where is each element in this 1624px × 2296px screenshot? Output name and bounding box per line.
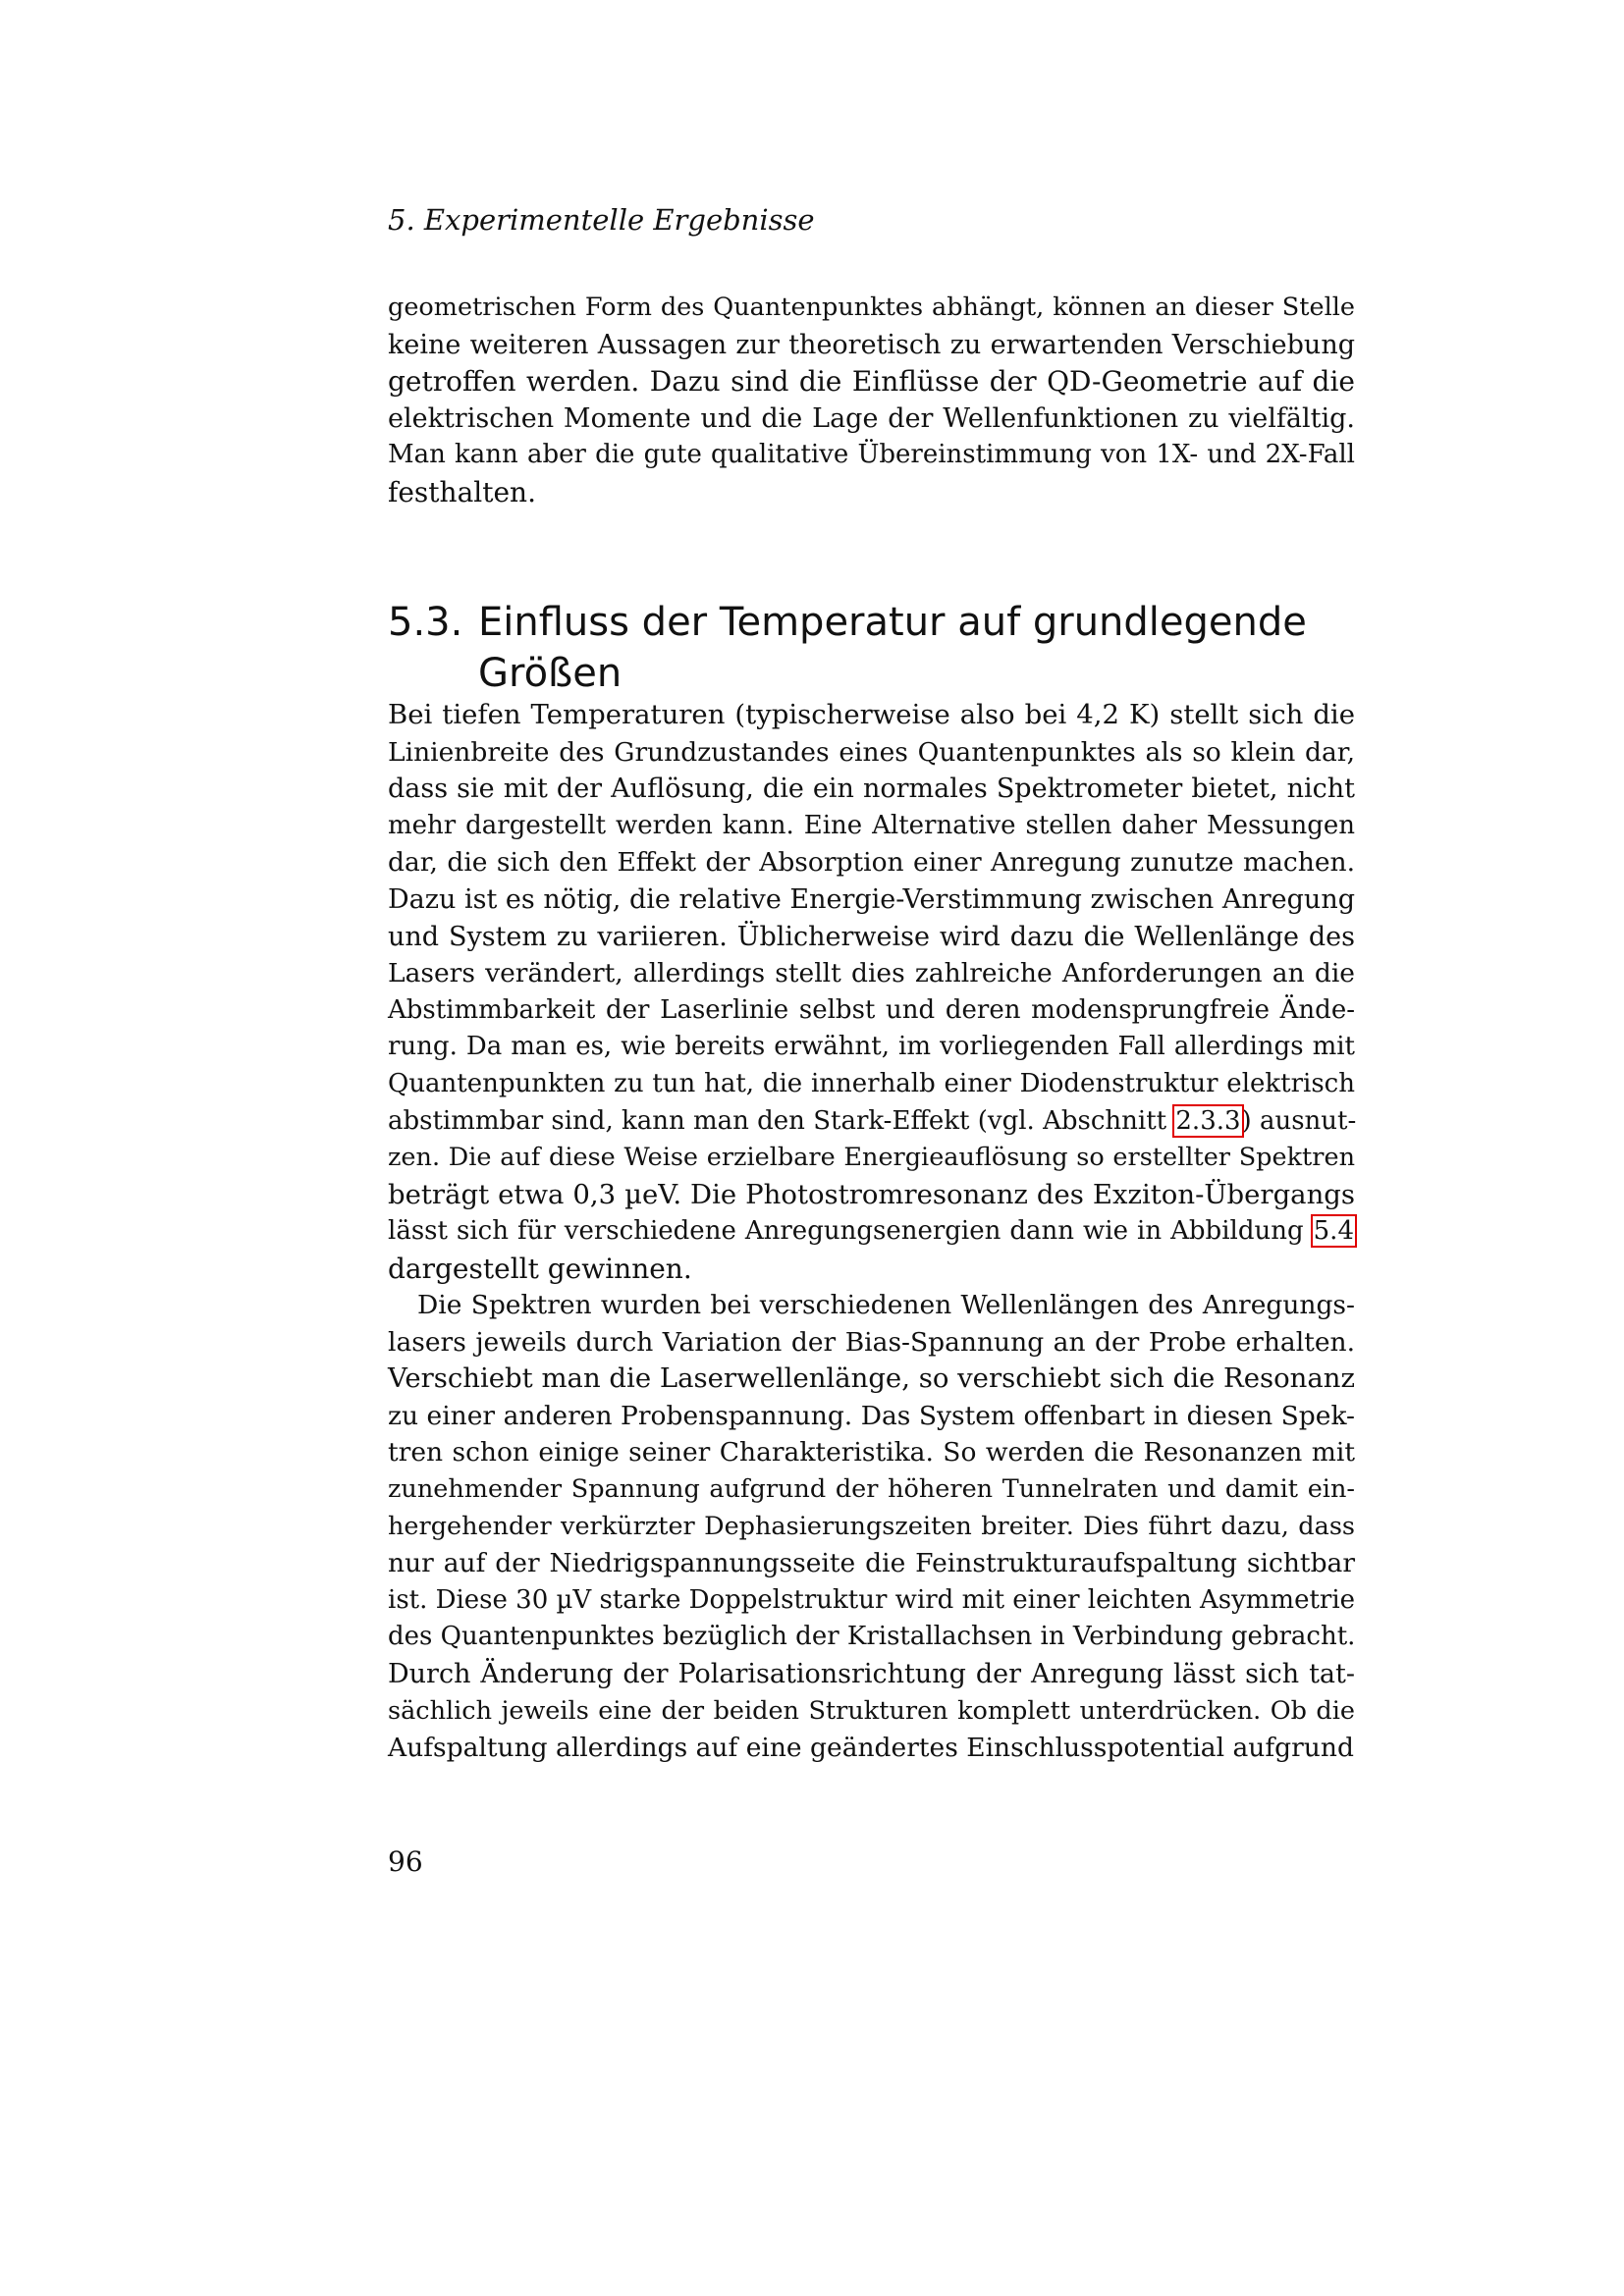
text-line: Bei tiefen Temperaturen (typischerweise also bei 4,2 K) stellt sich die bbox=[388, 699, 1355, 730]
text-line: rung. Da man es, wie bereits erwähnt, im vorliegenden Fall allerdings mit bbox=[388, 1032, 1355, 1062]
text-line: Quantenpunkten zu tun hat, die innerhalb einer Diodenstruktur elektrisch bbox=[388, 1068, 1355, 1098]
text-segment: lässt sich für verschiedene Anregungsenergien dann wie in Abbildung bbox=[388, 1216, 1313, 1247]
text-line: des Quantenpunktes bezüglich der Kristallachsen in Verbindung gebracht. bbox=[388, 1622, 1356, 1652]
text-line: elektrischen Momente und die Lage der Wellenfunktionen zu vielfältig. bbox=[388, 402, 1355, 434]
text-line: zu einer anderen Probenspannung. Das System offenbart in diesen Spek- bbox=[388, 1400, 1355, 1431]
text-line: Aufspaltung allerdings auf eine geändertes Einschlusspotential aufgrund bbox=[388, 1733, 1354, 1764]
text-line: zen. Die auf diese Weise erzielbare Energieauflösung so erstellter Spektren bbox=[388, 1143, 1355, 1173]
text-line: Verschiebt man die Laserwellenlänge, so verschiebt sich die Resonanz bbox=[388, 1362, 1355, 1395]
running-head: 5. Experimentelle Ergebnisse bbox=[388, 203, 815, 237]
text-line: und System zu variieren. Üblicherweise wird dazu die Wellenlänge des bbox=[388, 921, 1355, 952]
text-line: tren schon einige seiner Charakteristika. So werden die Resonanzen mit bbox=[388, 1437, 1355, 1468]
text-segment: ) ausnut- bbox=[1241, 1105, 1357, 1136]
text-line-with-reference bbox=[388, 1103, 1355, 1141]
text-line: keine weiteren Aussagen zur theoretisch zu erwartenden Verschiebung bbox=[388, 329, 1355, 360]
text-line: geometrischen Form des Quantenpunktes abhängt, können an dieser Stelle bbox=[388, 293, 1355, 322]
text-line: Dazu ist es nötig, die relative Energie-Verstimmung zwischen Anregung bbox=[388, 883, 1355, 915]
text-line: Durch Änderung der Polarisationsrichtung der Anregung lässt sich tat- bbox=[388, 1658, 1355, 1689]
section-reference-link[interactable]: 2.3.3 bbox=[1175, 1105, 1241, 1136]
body-paragraph-2 bbox=[388, 1287, 1355, 1767]
text-line-with-reference bbox=[388, 1213, 1355, 1251]
text-segment: abstimmbar sind, kann man den Stark-Effekt (vgl. Abschnitt bbox=[388, 1105, 1175, 1136]
body-paragraph-1 bbox=[388, 697, 1355, 1288]
text-line: dass sie mit der Auflösung, die ein normales Spektrometer bietet, nicht bbox=[388, 774, 1355, 805]
text-line: zunehmender Spannung aufgrund der höheren Tunnelraten und damit ein- bbox=[388, 1473, 1355, 1504]
text-line: lasers jeweils durch Variation der Bias-Spannung an der Probe erhalten. bbox=[388, 1326, 1355, 1358]
page-number: 96 bbox=[388, 1845, 423, 1878]
text-line: mehr dargestellt werden kann. Eine Alternative stellen daher Messungen bbox=[388, 810, 1355, 840]
section-title-line-2: Größen bbox=[478, 651, 623, 697]
text-line: Die Spektren wurden bei verschiedenen Wellenlängen des Anregungs- bbox=[417, 1290, 1355, 1320]
text-line: Linienbreite des Grundzustandes eines Quantenpunktes als so klein dar, bbox=[388, 736, 1355, 768]
text-line: Abstimmbarkeit der Laserlinie selbst und deren modensprungfreie Ände- bbox=[388, 994, 1355, 1025]
text-line: hergehender verkürzter Dephasierungszeiten breiter. Dies führt dazu, dass bbox=[388, 1511, 1355, 1541]
text-line: beträgt etwa 0,3 µeV. Die Photostromresonanz des Exziton-Übergangs bbox=[388, 1178, 1355, 1210]
figure-reference-link[interactable]: 5.4 bbox=[1313, 1216, 1354, 1247]
text-line: sächlich jeweils eine der beiden Strukturen komplett unterdrücken. Ob die bbox=[388, 1695, 1355, 1726]
text-line: dargestellt gewinnen. bbox=[388, 1252, 692, 1285]
section-title-line-1: Einfluss der Temperatur auf grundlegende bbox=[478, 600, 1307, 646]
text-line: nur auf der Niedrigspannungsseite die Feinstrukturaufspaltung sichtbar bbox=[388, 1548, 1355, 1579]
text-line: ist. Diese 30 µV starke Doppelstruktur wird mit einer leichten Asymmetrie bbox=[388, 1584, 1356, 1615]
section-heading bbox=[388, 597, 1355, 699]
text-line: festhalten. bbox=[388, 475, 536, 508]
section-number: 5.3. bbox=[388, 600, 463, 646]
text-line: Lasers verändert, allerdings stellt dies zahlreiche Anforderungen an die bbox=[388, 958, 1355, 989]
text-line: Man kann aber die gute qualitative Übereinstimmung von 1X- und 2X-Fall bbox=[388, 440, 1355, 470]
text-line: dar, die sich den Effekt der Absorption einer Anregung zunutze machen. bbox=[388, 847, 1355, 879]
intro-paragraph bbox=[388, 290, 1355, 511]
text-line: getroffen werden. Dazu sind die Einflüsse der QD-Geometrie auf die bbox=[388, 365, 1355, 399]
